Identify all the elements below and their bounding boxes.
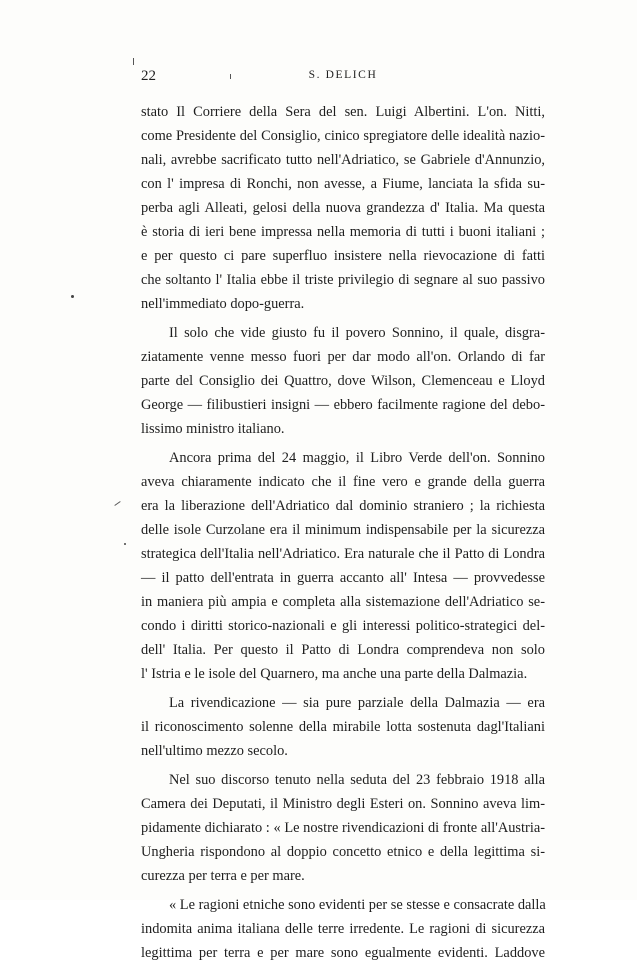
text-line: stato Il Corriere della Sera del sen. Luigi Albertini. L'on. Nitti, — [141, 104, 545, 120]
text-line: Ancora prima del 24 maggio, il Libro Verde dell'on. Sonnino — [169, 450, 545, 466]
text-line: condo i diritti storico-nazionali e gli interessi politico-strategici del- — [141, 618, 545, 634]
text-line: come Presidente del Consiglio, cinico spregiatore delle idealità nazio- — [141, 128, 545, 144]
margin-dot-mark — [71, 295, 74, 298]
body-text — [141, 100, 545, 965]
text-line: che soltanto l' Italia ebbe il triste privilegio di segnare al suo passivo — [141, 272, 545, 288]
text-line: lissimo ministro italiano. — [141, 421, 285, 437]
text-line: aveva chiaramente indicato che il fine vero e grande della guerra — [141, 474, 545, 490]
text-line: l' Istria e le isole del Quarnero, ma anche una parte della Dalmazia. — [141, 666, 528, 682]
text-line: dell' Italia. Per questo il Patto di Londra comprendeva non solo — [141, 642, 545, 658]
running-header — [141, 68, 545, 88]
text-line: in maniera più ampia e completa alla sistemazione dell'Adriatico se- — [141, 594, 545, 610]
text-line: è storia di ieri bene impressa nella memoria di tutti i buoni italiani ; — [141, 224, 545, 240]
text-line: e per questo ci pare superfluo insistere nella rievocazione di fatti — [141, 248, 545, 264]
text-line: strategica dell'Italia nell'Adriatico. Era naturale che il Patto di Londra — [141, 546, 545, 562]
margin-tick-mark — [133, 58, 134, 65]
text-line: La rivendicazione — sia pure parziale della Dalmazia — era — [169, 695, 545, 711]
text-line: il riconoscimento solenne della mirabile lotta sostenuta dagl'Italiani — [141, 719, 545, 735]
text-line: Nel suo discorso tenuto nella seduta del 23 febbraio 1918 alla — [169, 772, 545, 788]
text-line: nali, avrebbe sacrificato tutto nell'Adriatico, se Gabriele d'Annunzio, — [141, 152, 545, 168]
text-line: Il solo che vide giusto fu il povero Sonnino, il quale, disgra- — [169, 325, 545, 341]
page-number: 22 — [141, 68, 156, 84]
text-line: indomita anima italiana delle terre irredente. Le ragioni di sicurezza — [141, 921, 545, 937]
text-line: curezza per terra e per mare. — [141, 868, 305, 884]
text-line: George — filibustieri insigni — ebbero facilmente ragione del debo- — [141, 397, 545, 413]
text-line: delle isole Curzolane era il minimum indispensabile per la sicurezza — [141, 522, 545, 538]
text-line: era la liberazione dell'Adriatico dal dominio straniero ; la richiesta — [141, 498, 545, 514]
text-line: legittima per terra e per mare sono egualmente evidenti. Laddove — [141, 945, 545, 961]
text-line: nell'ultimo mezzo secolo. — [141, 743, 288, 759]
margin-stroke-mark — [114, 501, 120, 506]
text-line: pidamente dichiarato : « Le nostre rivendicazioni di fronte all'Austria- — [141, 820, 545, 836]
text-line: nell'immediato dopo-guerra. — [141, 296, 305, 312]
header-tick-mark — [230, 74, 231, 79]
text-line: perba agli Alleati, gelosi della nuova grandezza d' Italia. Ma questa — [141, 200, 545, 216]
text-line: « Le ragioni etniche sono evidenti per se stesse e consacrate dalla — [169, 897, 546, 913]
text-line: con l' impresa di Ronchi, non avesse, a Fiume, lanciata la sfida su- — [141, 176, 545, 192]
text-line: ziatamente venne messo fuori per dar modo all'on. Orlando di far — [141, 349, 545, 365]
text-line: Camera dei Deputati, il Ministro degli Esteri on. Sonnino aveva lim- — [141, 796, 545, 812]
running-header-author: S. DELICH — [308, 69, 378, 81]
text-line: — il patto dell'entrata in guerra accanto all' Intesa — provvedesse — [141, 570, 545, 586]
text-line: Ungheria rispondono al doppio concetto etnico e della legittima si- — [141, 844, 545, 860]
text-line: parte del Consiglio dei Quattro, dove Wilson, Clemenceau e Lloyd — [141, 373, 545, 389]
margin-dot-mark — [124, 543, 126, 545]
